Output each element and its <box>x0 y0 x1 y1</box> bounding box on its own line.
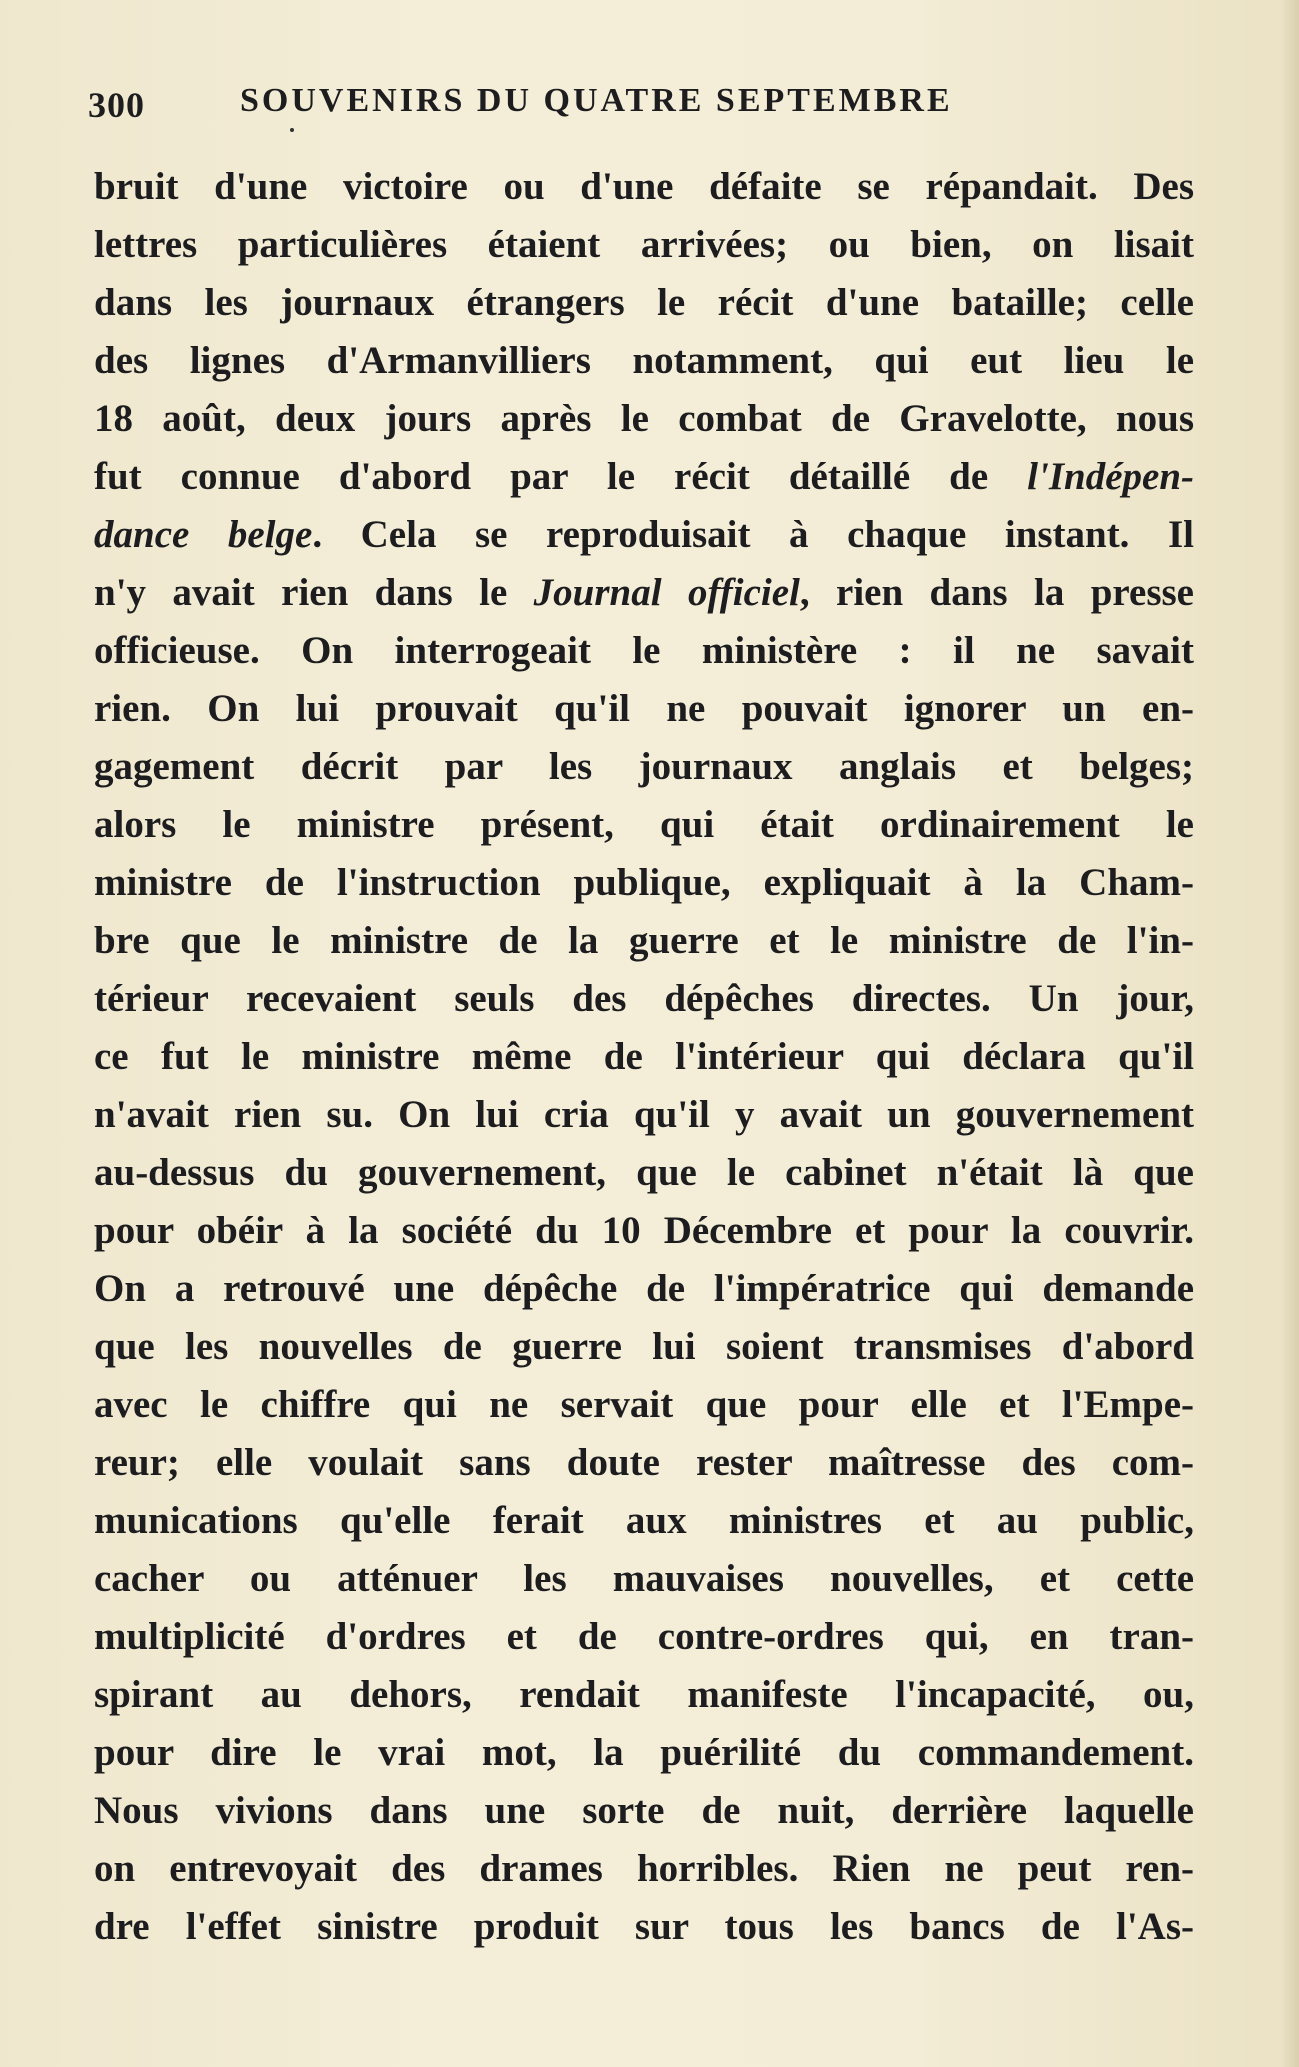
text-line: dans les journaux étrangers le récit d'une bataille; celle <box>94 281 1194 324</box>
text-line: avec le chiffre qui ne servait que pour elle et l'Empe- <box>94 1383 1194 1426</box>
text-line: On a retrouvé une dépêche de l'impératrice qui demande <box>94 1267 1194 1310</box>
ink-speck <box>290 128 294 132</box>
text-line: spirant au dehors, rendait manifeste l'incapacité, ou, <box>94 1673 1194 1716</box>
text-line: dre l'effet sinistre produit sur tous les bancs de l'As- <box>94 1905 1194 1948</box>
text-line: rien. On lui prouvait qu'il ne pouvait ignorer un en- <box>94 687 1194 730</box>
text-line: multiplicité d'ordres et de contre-ordres qui, en tran- <box>94 1615 1194 1658</box>
running-title: SOUVENIRS DU QUATRE SEPTEMBRE <box>240 82 953 119</box>
italic-title: l'Indépen- <box>1027 455 1194 498</box>
text-line: alors le ministre présent, qui était ordinairement le <box>94 803 1194 846</box>
text-line: térieur recevaient seuls des dépêches directes. Un jour, <box>94 977 1194 1020</box>
text-line: officieuse. On interrogeait le ministère : il ne savait <box>94 629 1194 672</box>
text-line: on entrevoyait des drames horribles. Rien ne peut ren- <box>94 1847 1194 1890</box>
text-line: 18 août, deux jours après le combat de Gravelotte, nous <box>94 397 1194 440</box>
text-line: bre que le ministre de la guerre et le ministre de l'in- <box>94 919 1194 962</box>
page-header <box>88 76 1208 136</box>
body-text <box>94 158 1194 1956</box>
page-number: 300 <box>88 85 145 125</box>
text-line: fut connue d'abord par le récit détaillé de l'Indépen- <box>94 455 1194 498</box>
text-line: que les nouvelles de guerre lui soient transmises d'abord <box>94 1325 1194 1368</box>
text-line: munications qu'elle ferait aux ministres et au public, <box>94 1499 1194 1542</box>
text-line: bruit d'une victoire ou d'une défaite se répandait. Des <box>94 165 1194 208</box>
text-line: pour dire le vrai mot, la puérilité du commandement. <box>94 1731 1194 1774</box>
text-line: au-dessus du gouvernement, que le cabinet n'était là que <box>94 1151 1194 1194</box>
page-edge <box>1283 0 1299 2067</box>
text-line: Nous vivions dans une sorte de nuit, derrière laquelle <box>94 1789 1194 1832</box>
text-line: reur; elle voulait sans doute rester maîtresse des com- <box>94 1441 1194 1484</box>
text-line: n'y avait rien dans le Journal officiel, rien dans la presse <box>94 571 1194 614</box>
italic-title: Journal officiel <box>533 571 800 614</box>
italic-title: dance belge <box>94 513 313 556</box>
text-line: des lignes d'Armanvilliers notamment, qui eut lieu le <box>94 339 1194 382</box>
text-line: n'avait rien su. On lui cria qu'il y avait un gouvernement <box>94 1093 1194 1136</box>
text-line: gagement décrit par les journaux anglais et belges; <box>94 745 1194 788</box>
text-line: pour obéir à la société du 10 Décembre et pour la couvrir. <box>94 1209 1194 1252</box>
text-line: dance belge. Cela se reproduisait à chaque instant. Il <box>94 513 1194 556</box>
text-line: ce fut le ministre même de l'intérieur qui déclara qu'il <box>94 1035 1194 1078</box>
text-line: lettres particulières étaient arrivées; ou bien, on lisait <box>94 223 1194 266</box>
text-line: ministre de l'instruction publique, expliquait à la Cham- <box>94 861 1194 904</box>
text-line: cacher ou atténuer les mauvaises nouvelles, et cette <box>94 1557 1194 1600</box>
